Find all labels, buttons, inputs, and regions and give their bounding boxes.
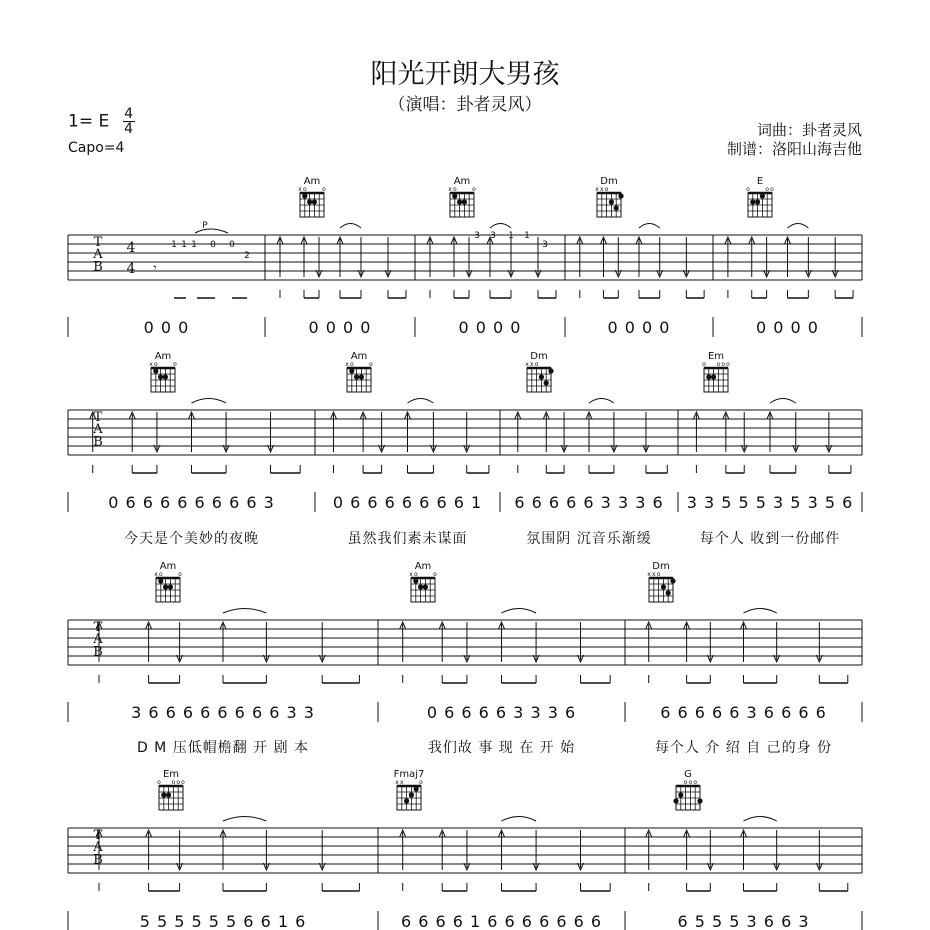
jianpu-measure: 0 6 6 6 6 6 6 6 6 3 (108, 493, 275, 512)
chord-diagram (448, 176, 476, 217)
chord-name: E (756, 176, 764, 187)
chord-dot (404, 798, 409, 803)
mute-marker: x (298, 186, 302, 193)
jianpu-measure: 3 3 5 5 5 3 5 3 5 6 (686, 493, 854, 512)
tab-clef-letter: T (93, 410, 103, 425)
chord-dot (755, 199, 760, 204)
rest-symbol: 𝄾 (153, 261, 157, 275)
fret-number: 3 (490, 231, 496, 241)
tie-arc (502, 817, 537, 822)
fret-number: 0 (210, 240, 216, 250)
chord-dot (418, 584, 423, 589)
chord-diagram (673, 769, 702, 810)
jianpu-measure: 6 6 6 6 6 3 6 6 6 6 (660, 703, 827, 722)
chord-name: Am (453, 176, 471, 187)
tab-clef-letter: A (93, 422, 103, 438)
chord-diagram (525, 351, 553, 392)
chord-dot (661, 584, 666, 589)
tab-clef-letter: B (93, 644, 103, 660)
mute-marker: x (149, 361, 153, 368)
tie-arc (589, 399, 614, 404)
open-marker: o (158, 571, 163, 578)
tab-system (68, 351, 862, 547)
tab-system (68, 769, 862, 930)
tie-arc (192, 399, 227, 404)
mute-marker: x (525, 361, 529, 368)
chord-dot (158, 374, 163, 379)
chord-dot (678, 792, 683, 797)
chord-dot (161, 792, 166, 797)
chord-dot (673, 798, 678, 803)
open-marker: o (746, 186, 750, 193)
song-subtitle: （演唱：卦者灵风） (388, 95, 542, 115)
fret-number: 1 (171, 240, 177, 250)
chord-dot (670, 578, 675, 583)
chord-diagram (345, 351, 373, 392)
lyric-line: D M 压低帽檐翻 开 剧 本 (136, 740, 310, 756)
tie-arc (223, 609, 266, 614)
chord-dot (666, 590, 671, 595)
chord-name: Dm (652, 561, 670, 572)
lyric-line: 每个人 介 绍 自 己的身 份 (654, 740, 833, 756)
jianpu-measure: 3 6 6 6 6 6 6 6 6 3 3 (131, 703, 315, 722)
chord-dot (307, 199, 312, 204)
open-marker: o (716, 361, 721, 368)
chord-dot (544, 380, 549, 385)
mute-marker: x (154, 571, 158, 578)
mute-marker: x (400, 779, 404, 786)
chord-dot (423, 584, 428, 589)
tie-arc (788, 224, 809, 229)
chord-dot (163, 584, 168, 589)
open-marker: o (683, 779, 688, 786)
chord-name: Em (707, 351, 725, 362)
tab-system (68, 561, 862, 756)
fret-number: 1 (524, 231, 530, 241)
credits-lyrics-music: 词曲：卦者灵风 (756, 121, 862, 139)
tab-clef-letter: B (93, 434, 103, 450)
mute-marker: x (448, 186, 452, 193)
tie-arc (340, 224, 361, 229)
jianpu-measure: 6 6 6 6 6 3 3 3 6 (514, 493, 664, 512)
tab-clef-letter: B (93, 852, 103, 868)
open-marker: o (721, 361, 726, 368)
open-marker: o (534, 361, 539, 368)
tie-arc (639, 224, 660, 229)
fret-number: 1 (181, 240, 187, 250)
chord-dot (302, 193, 307, 198)
chord-name: Dm (600, 176, 618, 187)
tie-arc (408, 399, 434, 404)
open-marker: o (693, 779, 698, 786)
chord-dot (166, 792, 171, 797)
chord-dot (760, 193, 765, 198)
tab-clef-letter: A (93, 632, 103, 648)
chord-dot (697, 798, 702, 803)
chord-diagram (394, 769, 425, 810)
chord-dot (359, 374, 364, 379)
chord-dot (706, 374, 711, 379)
chord-name: Am (350, 351, 368, 362)
chord-dot (414, 786, 419, 791)
lyric-line: 今天是个美妙的夜晚 (124, 531, 259, 547)
chord-dot (312, 199, 317, 204)
chord-dot (168, 584, 173, 589)
tie-arc (223, 817, 266, 822)
mute-marker: x (345, 361, 349, 368)
tie-arc (490, 224, 511, 229)
tab-time-top: 4 (126, 240, 136, 256)
open-marker: o (688, 779, 693, 786)
fret-number: 1 (191, 240, 197, 250)
mute-marker: x (652, 571, 656, 578)
chord-name: Am (154, 351, 172, 362)
chord-dot (548, 368, 553, 373)
time-sig-bottom: 4 (124, 121, 134, 137)
chord-dot (349, 368, 354, 373)
open-marker: o (770, 186, 774, 193)
chord-dot (462, 199, 467, 204)
chord-diagram (746, 176, 774, 217)
capo-label: Capo=4 (68, 140, 125, 156)
chord-dot (163, 374, 168, 379)
chord-name: Fmaj7 (393, 769, 425, 780)
open-marker: o (157, 779, 161, 786)
mute-marker: x (395, 779, 399, 786)
open-marker: o (173, 361, 177, 368)
chord-name: G (684, 769, 692, 780)
open-marker: o (181, 779, 185, 786)
jianpu-measure: 0 6 6 6 6 6 6 6 1 (332, 493, 483, 512)
tab-clef-letter: B (93, 259, 103, 275)
mute-marker: x (600, 186, 604, 193)
jianpu-measure: 5 5 5 5 5 5 6 6 1 6 (139, 912, 307, 930)
mute-marker: x (409, 571, 413, 578)
pull-off-marker: P (202, 221, 208, 231)
chord-dot (452, 193, 457, 198)
tab-time-bottom: 4 (126, 261, 136, 277)
tie-arc (502, 609, 537, 614)
lyric-line: 氛围阴 沉音乐渐缓 (526, 531, 652, 547)
open-marker: o (302, 186, 307, 193)
chord-dot (409, 792, 414, 797)
mute-marker: x (530, 361, 534, 368)
lyric-line: 每个人 收到一份邮件 (699, 531, 841, 547)
fret-number: 0 (229, 240, 235, 250)
open-marker: o (656, 571, 661, 578)
tab-clef-letter: A (93, 247, 103, 263)
mute-marker: x (595, 186, 599, 193)
open-marker: o (419, 779, 423, 786)
chord-diagram (409, 561, 437, 602)
open-marker: o (472, 186, 476, 193)
fret-number: 1 (508, 231, 514, 241)
jianpu-measure: 0 0 0 (143, 318, 190, 337)
open-marker: o (702, 361, 706, 368)
tab-system (68, 176, 862, 337)
key-label: 1= E (68, 111, 110, 132)
credits-transcriber: 制谱：洛阳山海吉他 (726, 140, 862, 158)
chord-name: Dm (530, 351, 548, 362)
open-marker: o (349, 361, 354, 368)
chord-name: Am (159, 561, 177, 572)
lyric-line: 虽然我们素未谋面 (347, 531, 468, 547)
chord-diagram (595, 176, 623, 217)
chord-diagram (157, 769, 185, 810)
chord-dot (750, 199, 755, 204)
chord-diagram (702, 351, 730, 392)
jianpu-measure: 0 0 0 0 (308, 318, 372, 337)
tab-clef-letter: T (93, 828, 103, 843)
open-marker: o (604, 186, 609, 193)
chord-dot (413, 578, 418, 583)
chord-dot (354, 374, 359, 379)
tab-clef-letter: A (93, 840, 103, 856)
fret-number: 3 (474, 231, 480, 241)
chord-name: Am (303, 176, 321, 187)
tab-clef-letter: T (93, 235, 103, 250)
open-marker: o (369, 361, 373, 368)
time-sig-top: 4 (124, 106, 134, 122)
song-title: 阳光开朗大男孩 (370, 59, 560, 90)
chord-dot (158, 578, 163, 583)
open-marker: o (765, 186, 770, 193)
chord-name: Am (414, 561, 432, 572)
chord-dot (618, 193, 623, 198)
open-marker: o (726, 361, 730, 368)
chord-name: Em (162, 769, 180, 780)
tab-clef-letter: T (93, 620, 103, 635)
open-marker: o (178, 571, 182, 578)
jianpu-measure: 6 6 6 6 1 6 6 6 6 6 6 6 (400, 912, 603, 930)
open-marker: o (322, 186, 326, 193)
fret-number: 3 (542, 240, 548, 250)
chord-diagram (149, 351, 177, 392)
chord-dot (711, 374, 716, 379)
open-marker: o (171, 779, 176, 786)
jianpu-measure: 0 0 0 0 (607, 318, 671, 337)
jianpu-measure: 0 0 0 0 (756, 318, 819, 337)
jianpu-measure: 0 0 0 0 (458, 318, 522, 337)
mute-marker: x (647, 571, 651, 578)
open-marker: o (153, 361, 158, 368)
lyric-line: 我们故 事 现 在 开 始 (427, 740, 576, 756)
tie-arc (744, 817, 777, 822)
fret-number: 2 (244, 251, 250, 261)
tie-arc (770, 399, 796, 404)
open-marker: o (452, 186, 457, 193)
jianpu-measure: 6 5 5 5 3 6 6 3 (677, 912, 810, 930)
chord-dot (457, 199, 462, 204)
chord-diagram (647, 561, 675, 602)
jianpu-measure: 0 6 6 6 6 3 3 3 6 (426, 703, 577, 722)
tie-arc (195, 229, 228, 233)
chord-diagram (298, 176, 326, 217)
chord-dot (539, 374, 544, 379)
open-marker: o (176, 779, 181, 786)
tie-arc (744, 609, 777, 614)
chord-dot (614, 205, 619, 210)
chord-dot (153, 368, 158, 373)
chord-dot (609, 199, 614, 204)
chord-diagram (154, 561, 182, 602)
open-marker: o (433, 571, 437, 578)
open-marker: o (413, 571, 418, 578)
